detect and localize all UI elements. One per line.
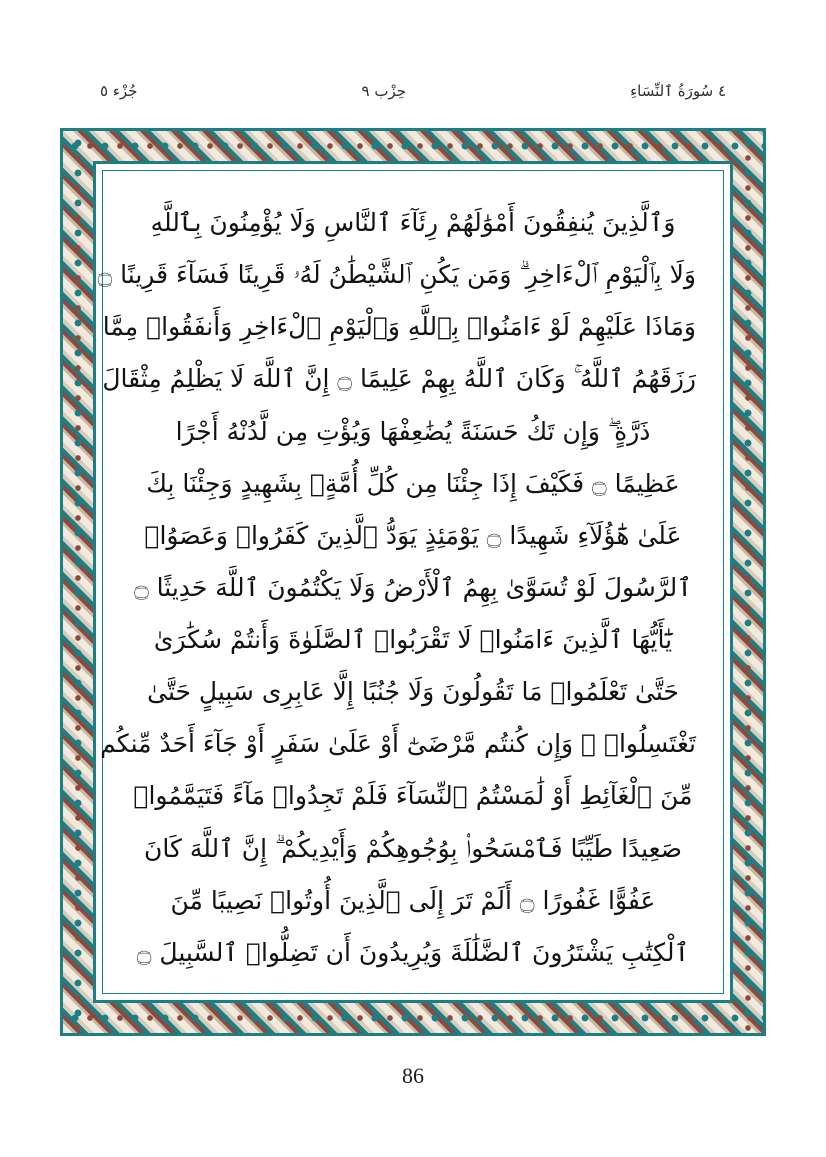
- quran-line: حَتَّىٰ تَعْلَمُوا۟ مَا تَقُولُونَ وَلَا جُنُبًا إِلَّا عَابِرِى سَبِيلٍ حَتَّىٰ: [147, 677, 679, 707]
- quran-line: عَفُوًّا غَفُورًا ۝ أَلَمْ تَرَ إِلَى ٱلَّذِينَ أُوتُوا۟ نَصِيبًا مِّنَ: [170, 885, 656, 915]
- quran-line: وَلَا بِٱلْيَوْمِ ٱلْءَاخِرِ ۗ وَمَن يَكُنِ ٱلشَّيْطَٰنُ لَهُۥ قَرِينًا فَسَآءَ قَرِينًا ۝: [97, 260, 696, 290]
- quran-line: يَٰٓأَيُّهَا ٱلَّذِينَ ءَامَنُوا۟ لَا تَقْرَبُوا۟ ٱلصَّلَوٰةَ وَأَنتُمْ سُكَٰرَىٰ: [153, 625, 673, 654]
- quran-line: ذَرَّةٍ ۖ وَإِن تَكُ حَسَنَةً يُضَٰعِفْهَا وَيُؤْتِ مِن لَّدُنْهُ أَجْرًا: [175, 416, 651, 446]
- quran-line: ٱلرَّسُولَ لَوْ تُسَوَّىٰ بِهِمُ ٱلْأَرْضُ وَلَا يَكْتُمُونَ ٱللَّهَ حَدِيثًا ۝: [134, 572, 692, 602]
- quran-line: وَٱلَّذِينَ يُنفِقُونَ أَمْوَٰلَهُمْ رِئَآءَ ٱلنَّاسِ وَلَا يُؤْمِنُونَ بِٱللَّهِ: [150, 208, 676, 237]
- page-number: 86: [402, 1063, 424, 1088]
- quran-text-block: [97, 208, 700, 967]
- quran-line: وَمَاذَا عَلَيْهِمْ لَوْ ءَامَنُوا۟ بِٱللَّهِ وَٱلْيَوْمِ ٱلْءَاخِرِ وَأَنفَقُوا۟ مِمَّا: [102, 312, 696, 342]
- hizb-label: حِزْب ٩: [361, 82, 407, 100]
- frame-inner-panel: [93, 161, 733, 1003]
- page-header: [100, 78, 726, 104]
- quran-line: صَعِيدًا طَيِّبًا فَٱمْسَحُوا۟ بِوُجُوهِكُمْ وَأَيْدِيكُمْ ۗ إِنَّ ٱللَّهَ كَانَ: [144, 833, 682, 863]
- surah-label: ٤ سُورَةُ ٱلنِّسَاءِ: [630, 82, 726, 100]
- decorative-frame: [60, 128, 766, 1036]
- quran-line: مِّنَ ٱلْغَآئِطِ أَوْ لَٰمَسْتُمُ ٱلنِّسَآءَ فَلَمْ تَجِدُوا۟ مَآءً فَتَيَمَّمُوا۟: [133, 781, 693, 811]
- quran-line: تَغْتَسِلُوا۟ ۚ وَإِن كُنتُم مَّرْضَىٰٓ أَوْ عَلَىٰ سَفَرٍ أَوْ جَآءَ أَحَدٌ مِّنكُم: [100, 729, 696, 759]
- juz-label: جُزْء ٥: [100, 82, 138, 100]
- quran-line: عَظِيمًا ۝ فَكَيْفَ إِذَا جِئْنَا مِن كُلِّ أُمَّةٍۭ بِشَهِيدٍ وَجِئْنَا بِكَ: [146, 468, 680, 498]
- quran-line: رَزَقَهُمُ ٱللَّهُ ۚ وَكَانَ ٱللَّهُ بِهِمْ عَلِيمًا ۝ إِنَّ ٱللَّهَ لَا يَظْلِمُ مِثْقَالَ: [102, 364, 696, 394]
- quran-line: ٱلْكِتَٰبِ يَشْتَرُونَ ٱلضَّلَٰلَةَ وَيُرِيدُونَ أَن تَضِلُّوا۟ ٱلسَّبِيلَ ۝: [136, 937, 690, 967]
- quran-line: عَلَىٰ هَٰٓؤُلَآءِ شَهِيدًا ۝ يَوْمَئِذٍ يَوَدُّ ٱلَّذِينَ كَفَرُوا۟ وَعَصَوُا۟: [144, 520, 682, 550]
